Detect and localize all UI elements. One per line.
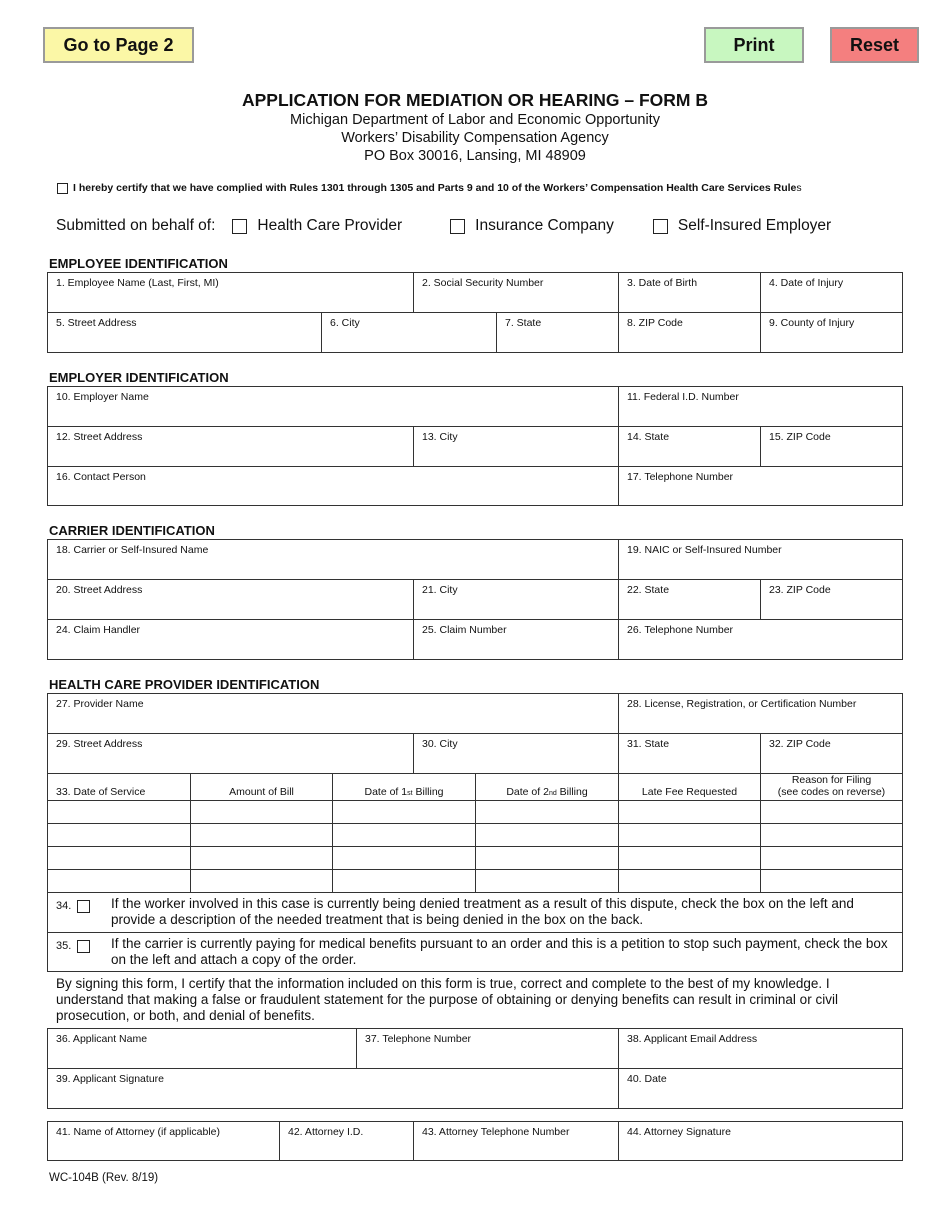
health-care-provider-checkbox[interactable] [232, 219, 247, 234]
attorney-grid [47, 1121, 903, 1161]
county-of-injury-field[interactable]: 9. County of Injury [769, 317, 855, 329]
applicant-signature-field[interactable]: 39. Applicant Signature [48, 1069, 619, 1108]
col-first-billing-prefix: Date of 1 [364, 786, 408, 798]
carrier-street-field[interactable]: 20. Street Address [48, 580, 414, 620]
provider-state-field[interactable]: 31. State [619, 734, 761, 774]
employer-street-field[interactable]: 12. Street Address [48, 427, 414, 467]
col-date-first-billing [333, 774, 476, 801]
self-insured-employer-checkbox[interactable] [653, 219, 668, 234]
contact-person-field[interactable]: 16. Contact Person [48, 467, 619, 505]
question-35-number [56, 938, 90, 954]
certification-text-tail: s [796, 182, 802, 194]
carrier-zip-field[interactable]: 23. ZIP Code [761, 580, 902, 620]
applicant-name-field[interactable]: 36. Applicant Name [48, 1029, 357, 1069]
col-first-billing-suffix: st [407, 790, 413, 797]
billing-cell[interactable] [476, 847, 619, 870]
billing-cell[interactable] [191, 870, 333, 893]
option-health-care-provider[interactable] [232, 217, 402, 235]
col-reason-for-filing [761, 774, 902, 801]
col-reason-line2: (see codes on reverse) [777, 786, 886, 798]
agency-name: Workers’ Disability Compensation Agency [341, 130, 609, 146]
employer-state-field[interactable]: 14. State [619, 427, 761, 467]
submitted-label: Submitted on behalf of: [56, 217, 216, 234]
attorney-signature-field[interactable]: 44. Attorney Signature [627, 1126, 731, 1138]
col-second-billing-label: Billing [556, 786, 588, 798]
go-to-page-2-button[interactable]: Go to Page 2 [43, 27, 194, 63]
billing-cell[interactable] [333, 801, 476, 824]
employer-grid [47, 386, 903, 506]
billing-cell[interactable] [333, 824, 476, 847]
question-34-text: If the worker involved in this case is currently being denied treatment as a result of this dispute, check the box on the left and provide a description of the needed treatment that is being denied in the box on the back. [111, 896, 854, 927]
billing-cell[interactable] [48, 801, 191, 824]
provider-zip-field[interactable]: 32. ZIP Code [761, 734, 902, 774]
employee-state-field[interactable]: 7. State [497, 313, 619, 352]
license-number-field[interactable]: 28. License, Registration, or Certification Number [619, 694, 902, 734]
provider-name-field[interactable]: 27. Provider Name [48, 694, 619, 734]
billing-cell[interactable] [761, 801, 902, 824]
col-first-billing-label: Billing [412, 786, 444, 798]
date-of-injury-field[interactable]: 4. Date of Injury [761, 273, 902, 313]
signature-declaration: By signing this form, I certify that the information included on this form is true, correct and complete to the best of my knowledge. I understand that making a false or fraudulent statement for the purpose of obtaining or denying benefits can result in criminal or civil prosecution, or both, and denial of benefits. [56, 976, 838, 1023]
question-35-label: 35. [56, 940, 72, 952]
provider-grid [47, 693, 903, 972]
employer-city-field[interactable]: 13. City [414, 427, 619, 467]
employee-section-title: EMPLOYEE IDENTIFICATION [49, 256, 228, 271]
certification-row [57, 182, 802, 194]
carrier-grid [47, 539, 903, 660]
applicant-telephone-field[interactable]: 37. Telephone Number [357, 1029, 619, 1069]
applicant-grid [47, 1028, 903, 1109]
billing-cell[interactable] [761, 870, 902, 893]
question-34-row [48, 893, 902, 933]
employee-city-field[interactable]: 6. City [322, 313, 497, 352]
carrier-state-field[interactable]: 22. State [619, 580, 761, 620]
applicant-email-field[interactable]: 38. Applicant Email Address [619, 1029, 902, 1069]
billing-cell[interactable] [333, 870, 476, 893]
claim-number-field[interactable]: 25. Claim Number [414, 620, 619, 659]
applicant-date-field[interactable]: 40. Date [627, 1073, 667, 1085]
question-34-label: 34. [56, 900, 72, 912]
provider-city-field[interactable]: 30. City [414, 734, 619, 774]
form-header [0, 90, 950, 165]
billing-cell[interactable] [191, 847, 333, 870]
billing-cell[interactable] [48, 847, 191, 870]
col-second-billing-prefix: Date of 2 [506, 786, 549, 798]
billing-cell[interactable] [619, 801, 761, 824]
certification-text: I hereby certify that we have complied with Rules 1301 through 1305 and Parts 9 and 10 of the Workers’ Compensation Health Care Services Rule [73, 182, 797, 194]
employer-telephone-field[interactable]: 17. Telephone Number [627, 471, 734, 483]
employee-street-field[interactable]: 5. Street Address [48, 313, 322, 352]
certification-checkbox[interactable] [57, 183, 68, 194]
ssn-field[interactable]: 2. Social Security Number [414, 273, 619, 313]
billing-cell[interactable] [619, 870, 761, 893]
billing-cell[interactable] [333, 847, 476, 870]
question-34-number [56, 898, 90, 914]
claim-handler-field[interactable]: 24. Claim Handler [48, 620, 414, 659]
col-second-billing-suffix: nd [548, 790, 557, 797]
federal-id-field[interactable]: 11. Federal I.D. Number [619, 387, 902, 427]
form-revision: WC-104B (Rev. 8/19) [49, 1172, 159, 1184]
provider-section-title: HEALTH CARE PROVIDER IDENTIFICATION [49, 677, 320, 692]
attorney-name-field[interactable]: 41. Name of Attorney (if applicable) [48, 1122, 280, 1160]
billing-cell[interactable] [619, 824, 761, 847]
agency-address: PO Box 30016, Lansing, MI 48909 [364, 148, 586, 164]
option-label: Self-Insured Employer [677, 217, 832, 234]
employee-grid [47, 272, 903, 353]
option-label: Insurance Company [475, 217, 614, 234]
print-button[interactable]: Print [704, 27, 804, 63]
attorney-id-field[interactable]: 42. Attorney I.D. [280, 1122, 414, 1160]
col-reason-line1: Reason for Filing [791, 774, 872, 786]
date-of-birth-field[interactable]: 3. Date of Birth [619, 273, 761, 313]
provider-street-field[interactable]: 29. Street Address [48, 734, 414, 774]
billing-cell[interactable] [761, 824, 902, 847]
department-name: Michigan Department of Labor and Economic Opportunity [290, 112, 660, 128]
billing-cell[interactable] [48, 870, 191, 893]
billing-cell[interactable] [619, 847, 761, 870]
employer-name-field[interactable]: 10. Employer Name [48, 387, 619, 427]
billing-cell[interactable] [191, 824, 333, 847]
employee-zip-field[interactable]: 8. ZIP Code [619, 313, 761, 352]
question-35-checkbox[interactable] [77, 940, 90, 953]
billing-cell[interactable] [761, 847, 902, 870]
carrier-section-title: CARRIER IDENTIFICATION [49, 523, 215, 538]
col-amount-of-bill: Amount of Bill [191, 774, 333, 801]
col-late-fee: Late Fee Requested [619, 774, 761, 801]
submitted-on-behalf-row [56, 217, 831, 235]
employer-zip-field[interactable]: 15. ZIP Code [761, 427, 902, 467]
carrier-name-field[interactable]: 18. Carrier or Self-Insured Name [48, 540, 619, 580]
employer-section-title: EMPLOYER IDENTIFICATION [49, 370, 229, 385]
form-title: APPLICATION FOR MEDIATION OR HEARING – FORM B [241, 90, 708, 110]
employee-name-field[interactable]: 1. Employee Name (Last, First, MI) [48, 273, 414, 313]
attorney-telephone-field[interactable]: 43. Attorney Telephone Number [414, 1122, 619, 1160]
option-label: Health Care Provider [257, 217, 403, 234]
question-35-row [48, 933, 902, 971]
naic-number-field[interactable]: 19. NAIC or Self-Insured Number [619, 540, 902, 580]
carrier-telephone-field[interactable]: 26. Telephone Number [627, 624, 734, 636]
carrier-city-field[interactable]: 21. City [414, 580, 619, 620]
option-insurance-company[interactable] [450, 217, 614, 235]
billing-cell[interactable] [476, 870, 619, 893]
question-34-checkbox[interactable] [77, 900, 90, 913]
billing-cell[interactable] [48, 824, 191, 847]
billing-cell[interactable] [476, 824, 619, 847]
col-date-second-billing [476, 774, 619, 801]
question-35-text: If the carrier is currently paying for medical benefits pursuant to an order and this is a petition to stop such payment, check the box on the left and attach a copy of the order. [111, 936, 888, 967]
billing-cell[interactable] [191, 801, 333, 824]
option-self-insured-employer[interactable] [653, 217, 831, 235]
reset-button[interactable]: Reset [830, 27, 919, 63]
insurance-company-checkbox[interactable] [450, 219, 465, 234]
col-date-of-service: 33. Date of Service [48, 774, 191, 801]
billing-cell[interactable] [476, 801, 619, 824]
